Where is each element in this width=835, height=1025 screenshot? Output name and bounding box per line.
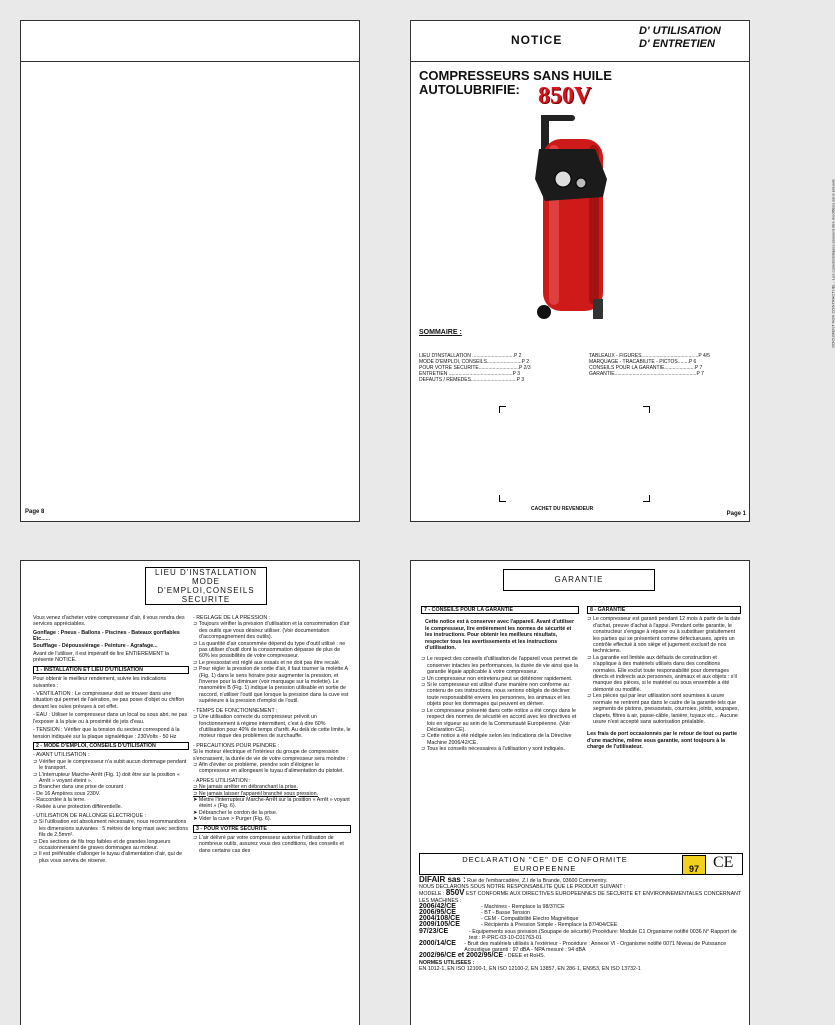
section-text: Cette notice est à conserver avec l'appareil. Avant d'utiliser le compresseur, lire entièrement les normes de sécurité et les instructions. Pour obtenir les meilleurs résultats, respecter tous les avertissements et les instructions d'utilisation.	[425, 619, 575, 652]
list-item-text: Si l'utilisation est absolument nécessaire, nous recommandons les dimensions suivantes : 5 mètres de long maxi avec sections fils de 2,5mm².	[38, 819, 188, 839]
list-item: ⊃ Une utilisation correcte du compresseur prévoit un fonctionnement à régime intermittent, c'est à dire 60% d'utilisation pour 40% de temps d'arrêt. Au delà de cette limite, le moteur risque des problèmes de surchauffe.	[193, 714, 351, 740]
dealer-stamp-label: CACHET DU REVENDEUR	[531, 506, 594, 512]
directive-code: 2006/42/CE	[419, 902, 456, 910]
list-item-text: Mettre l'interrupteur Marche-Arrêt sur la position « Arrêt » voyant éteint » (Fig. 6).	[198, 796, 350, 810]
list-item: ⊃ Les pièces qui par leur utilisation sont soumises à usure normale ne rentrent pas dans le cadre de la garantie tels que segments de pistons, pressostats, courroies, joints, soupapes, clapets, filtres à air, passe-câble, lanière, tuyaux etc... Aucune usure n'est accepté sans autorisation préalable.	[587, 693, 740, 725]
notice-label: NOTICE	[511, 33, 563, 47]
header-bar	[21, 21, 359, 62]
directive-text: - Bruit des matériels utilisés à l'extérieur - Procédure : Annexe VI - Organisme notifié 0071 Niveau de Puissance Acoustique garanti : 97 dBA - NPA mesuré : 94 dBA	[464, 941, 727, 954]
list-item: ➤ Vider la cuve > Purger (Fig. 6).	[193, 816, 272, 823]
model-name: 850V	[538, 83, 592, 109]
list-item-text: Des sections de fils trop faibles et de grandes longueurs occasionneraient de graves dommages au moteur.	[38, 838, 171, 851]
list-item: ⊃ Il est préférable d'allonger le tuyau d'alimentation d'air, qui de plus vous servira de réserve.	[33, 851, 183, 864]
list-item: ⊃ La quantité d'air consommée dépend du type d'outil utilisé : ne pas utiliser d'outil dont la consommation dépasse de plus de 60% les possibilités de votre compresseur.	[193, 640, 346, 660]
company-address: Rue de l'embarcadère, Z.I de la Brande, 03600 Commentry.	[467, 878, 608, 884]
standards-line: EN 1012-1, EN ISO 12100-1, EN ISO 12100-2, EN 13857, EN 286-1, EN953, EN ISO 13732-1	[419, 965, 641, 972]
section-1-heading: 1 - INSTALLATION ET LIEU D'UTILISATION	[33, 666, 189, 674]
page-number: Page 1	[726, 511, 746, 517]
toc-item: MARQUAGE - TRACABILITE - PICTOS........P 6	[589, 359, 697, 365]
toc-right	[589, 353, 710, 377]
list-item-text: Pour régler la pression de sortie d'air, il faut tourner la molette A (Fig. 1) dans le sens horaire pour augmenter la pression, et l'inverse pour la diminuer (voir marquage sur la molette). Le manomètre B (Fig. 1) indique la pression utilisable en sortie de raccord, n'utiliser l'outil que lorsque la pression dans la cuve est supérieure à la pression d'emploi de l'outil.	[198, 666, 349, 705]
list-item-text: Une utilisation correcte du compresseur prévoit un fonctionnement à régime intermittent, c'est à dire 60% d'utilisation pour 40% de temps d'arrêt. Au delà de cette limite, le moteur risque des problèmes de surchauffe.	[198, 714, 351, 740]
list-item: ➤ Mettre l'interrupteur Marche-Arrêt sur la position « Arrêt » voyant éteint » (Fig. 6).	[193, 796, 350, 810]
toc-left	[419, 353, 531, 383]
stamp-corner	[643, 495, 650, 502]
list-item-text: Ne jamais arrêter en débranchant la prise.	[198, 784, 298, 791]
directive-code: 97/23/CE	[419, 927, 449, 935]
toc-item: GARANTIE...........................................................P 7	[589, 371, 704, 377]
list-item-text: Débrancher le cordon de la prise.	[198, 809, 278, 816]
subheading: - AVANT UTILISATION :	[33, 752, 90, 759]
directive-text: - BT - Basse Tension	[481, 910, 530, 917]
directive-code: 2000/14/CE	[419, 940, 456, 948]
page-number: Page 8	[25, 509, 45, 515]
section-3-heading: 3 - POUR VOTRE SECURITE	[193, 825, 351, 833]
declaration-title-line2: EUROPEENNE	[513, 864, 577, 873]
notice-subtitle	[639, 25, 721, 51]
list-item-text: La quantité d'air consommée dépend du type d'outil utilisé : ne pas utiliser d'outil dont la consommation dépasse de plus de 60% les possibilités de votre compresseur.	[198, 640, 346, 660]
notice-subtitle-line1: D' UTILISATION	[639, 25, 721, 37]
product-title-line1: COMPRESSEURS SANS HUILE	[419, 68, 612, 83]
product-title-line2: AUTOLUBRIFIE:	[419, 82, 520, 97]
directive-text: - Récipients à Pression Simple - Remplace la 87/404/CEE	[481, 922, 618, 929]
list-item: ⊃ Ne jamais arrêter en débranchant la prise.	[193, 784, 298, 791]
intro-text: Avant de l'utiliser, il est impératif de lire ENTIEREMENT la présente NOTICE.	[33, 651, 169, 664]
list-item: - Reliée à une protection différentielle.	[33, 803, 123, 810]
list-item-text: L'interrupteur Marche-Arrêt (Fig. 1) doit être sur la position « Arrêt » voyant éteint ».	[38, 771, 180, 784]
list-item-text: Tous les conseils nécessaires à l'utilisation y sont indiqués.	[426, 746, 566, 753]
list-item-text: La garantie est limitée aux défauts de construction et s'applique à des matériels utilisés dans des conditions normales. Elle exclut toute responsabilité pour dommages directs et indirects aux personnes, animaux et aux objets : s'il manque des pièces, si le matériel ou sous ensemble a été démonté ou modifié.	[592, 654, 737, 693]
list-item: ⊃ Le compresseur présenté dans cette notice a été conçu dans le respect des normes de sécurité en accord avec les directives et lois en vigueur au sein de la Communauté Européenne. (Voir Déclaration CE).	[421, 707, 577, 733]
page-8	[20, 20, 360, 522]
section-7-heading: 7 - CONSEILS POUR LA GARANTIE	[421, 606, 579, 614]
list-item: ⊃ Le pressostat est réglé aux essais et ne doit pas être recalé.	[193, 659, 341, 666]
stamp-corner	[499, 495, 506, 502]
subheading: - REGLAGE DE LA PRESSION :	[193, 615, 271, 621]
page-title-line2: MODE D'EMPLOI,CONSEILS	[157, 577, 255, 595]
list-item: ⊃ Pour régler la pression de sortie d'air, il faut tourner la molette A (Fig. 1) dans le sens horaire pour augmenter la pression, et l'inverse pour la diminuer (voir marquage sur la molette). Le manomètre B (Fig. 1) indique la pression utilisable en sortie de raccord, n'utiliser l'outil que lorsque la pression dans la cuve est supérieure à la pression d'emploi de l'outil.	[193, 666, 349, 705]
model-line	[419, 890, 745, 903]
list-item: ⊃ Le respect des conseils d'utilisation de l'appareil vous permet de conserver intactes les performances, la durée de vie ainsi que la garantie légale applicable à votre compresseur.	[421, 656, 579, 676]
ce-mark: CE	[713, 854, 734, 871]
list-item-text: Le pressostat est réglé aux essais et ne doit pas être recalé.	[198, 659, 341, 666]
subheading: - PRECAUTIONS POUR PEINDRE :	[193, 742, 280, 749]
list-item-text: Il est préférable d'allonger le tuyau d'alimentation d'air, qui de plus vous servira de réserve.	[38, 851, 183, 864]
list-item: ⊃ Un compresseur non entretenu peut se détériorer rapidement.	[421, 675, 573, 682]
list-item: ⊃ Afin d'éviter ce problème, prendre soin d'éloigner le compresseur en allongeant le tuyau d'alimentation du pistolet.	[193, 761, 344, 775]
left-column	[33, 615, 189, 864]
shipping-note: Les frais de port occasionnés par le retour de tout ou partie d'une machine, même sous garantie, sont toujours à la charge de l'utilisateur.	[587, 731, 738, 751]
subheading: - UTILISATION DE RALLONGE ELECTRIQUE :	[33, 812, 146, 819]
summary-heading: SOMMAIRE :	[419, 329, 462, 336]
list-item-text: Vérifier que le compresseur n'a subit aucun dommage pendant le transport.	[38, 758, 187, 772]
page-3-warranty	[410, 560, 750, 1025]
stamp-corner	[499, 406, 506, 413]
list-item-text: Cette notice a été rédigée selon les indications de la Directive Machine 2006/42/CE.	[426, 733, 572, 746]
list-item-text: L'air délivré par votre compresseur autorise l'utilisation de nombreux outils, assurez vous des conditions, des conseils et dans certains cas des	[198, 835, 344, 854]
list-item-text: Un compresseur non entretenu peut se détériorer rapidement.	[426, 675, 573, 682]
list-item: ⊃ Si le compresseur est utilisé d'une manière non conforme au contenu de ces instructions, nous serions obligés de décliner toute responsabilité envers les personnes, les animaux et les objets pour les dommages qui peuvent en dériver.	[421, 682, 571, 708]
list-item: ⊃ L'air délivré par votre compresseur autorise l'utilisation de nombreux outils, assurez vous des conditions, des conseils et dans certains cas des	[193, 835, 344, 854]
stamp-corner	[643, 406, 650, 413]
left-column	[421, 606, 579, 753]
declaration-title	[430, 855, 660, 873]
list-item: ⊃ Si l'utilisation est absolument nécessaire, nous recommandons les dimensions suivantes : 5 mètres de long maxi avec sections fils de 2,5mm².	[33, 819, 188, 839]
tension-text: - TENSION : Vérifier que la tension du secteur correspond à la tension indiquée sur la plaque signalétique : 230Volts - 50 Hz	[33, 727, 180, 740]
list-item-text: Afin d'éviter ce problème, prendre soin d'éloigner le compresseur en allongeant le tuyau d'alimentation du pistolet.	[198, 761, 344, 775]
declaration-title-line1: DECLARATION "CE" DE CONFORMITE	[462, 855, 628, 864]
list-item: - De 16 Ampères sous 230V.	[33, 790, 101, 797]
list-item: ⊃ Des sections de fils trop faibles et de grandes longueurs occasionneraient de graves dommages au moteur.	[33, 838, 171, 851]
water-text: - EAU : Utiliser le compresseur dans un local ou sous abri, ne pas l'exposer à la pluie ou à proximité de jets d'eau.	[33, 712, 188, 725]
header-bar	[411, 21, 749, 62]
list-item-text: Brancher dans une prise de courant :	[38, 784, 127, 791]
list-item: ⊃ L'interrupteur Marche-Arrêt (Fig. 1) doit être sur la position « Arrêt » voyant éteint ».	[33, 771, 180, 784]
toc-item: ENTRETIEN ..............................................P 3	[419, 371, 521, 377]
uses-line: Gonflage : Pneus - Ballons - Piscines - Bateaux gonflables Etc......	[33, 629, 180, 643]
model-label: MODELE :	[419, 891, 445, 898]
company-line	[419, 877, 745, 884]
page-title-line1: LIEU D'INSTALLATION	[154, 568, 258, 577]
section-8-heading: 8 - GARANTIE	[587, 606, 741, 614]
declaration-details	[419, 877, 745, 972]
section-2-heading: 2 - MODE D'EMPLOI, CONSEILS D'UTILISATION	[33, 742, 189, 750]
directive-code: 2006/95/CE	[419, 909, 456, 917]
subheading: - TEMPS DE FONCTIONNEMENT :	[193, 707, 278, 714]
list-item-text: Le compresseur est garanti pendant 12 mois à partir de la date d'achat, preuve d'achat à l'appui. Pendant cette garantie, le constructeur s'engage à réparer ou à substituer gratuitement les parties qui se présentent comme défectueuses, après un contrôle effectué à son siège et jugement exclusif de nos techniciens.	[592, 616, 741, 655]
list-item: ⊃ Ne jamais laisser l'appareil branché sous pression.	[193, 790, 318, 797]
list-item: ⊃ La garantie est limitée aux défauts de construction et s'applique à des matériels utilisés dans des conditions normales. Elle exclut toute responsabilité pour dommages directs et indirects aux personnes, animaux et aux objets : s'il manque des pièces, si le matériel ou sous ensemble a été démonté ou modifié.	[587, 654, 737, 693]
list-item: ⊃ Le compresseur est garanti pendant 12 mois à partir de la date d'achat, preuve d'achat à l'appui. Pendant cette garantie, le constructeur s'engage à réparer ou à substituer gratuitement les parties qui se présentent comme défectueuses, après un contrôle effectué à son siège et jugement exclusif de nos techniciens.	[587, 616, 741, 655]
list-item-text: Ne jamais laisser l'appareil branché sous pression.	[198, 790, 318, 797]
directive-text: - DEEE et RoHS.	[504, 953, 546, 960]
toc-item: LIEU D'INSTALLATION ..............................P 2	[419, 353, 522, 359]
notice-subtitle-line2: D' ENTRETIEN	[639, 38, 715, 50]
toc-item: MODE D'EMPLOI, CONSEILS.........................P 2	[419, 359, 530, 365]
list-item-text: Le respect des conseils d'utilisation de l'appareil vous permet de conserver intactes les performances, la durée de vie ainsi que la garantie légale applicable à votre compresseur.	[426, 656, 579, 676]
list-item: ⊃ Cette notice a été rédigée selon les indications de la Directive Machine 2006/42/CE.	[421, 733, 572, 746]
list-item: ⊃ Tous les conseils nécessaires à l'utilisation y sont indiqués.	[421, 746, 566, 753]
section-text: Pour obtenir le meilleur rendement, suivre les indications suivantes :	[33, 676, 167, 689]
uses-line: Soufflage - Dépoussiérage - Peinture - Agrafage...	[33, 642, 158, 649]
toc-item: DEFAUTS / REMEDES.................................P 3	[419, 377, 525, 383]
list-item: ⊃ Vérifier que le compresseur n'a subit aucun dommage pendant le transport.	[33, 758, 187, 772]
subheading: - APRES UTILISATION :	[193, 777, 251, 784]
compressor-image	[523, 109, 619, 325]
model-value: 850V	[445, 888, 465, 898]
intro-text: Vous venez d'acheter votre compresseur d'air, il vous rendra des services appréciables.	[33, 615, 185, 628]
list-item-text: Si le compresseur est utilisé d'une manière non conforme au contenu de ces instructions, nous serions obligés de décliner toute responsabilité envers les personnes, les animaux et les objets pour les dommages qui peuvent en dériver.	[426, 682, 571, 708]
page-title-box	[145, 567, 267, 605]
noise-level-badge: 97	[682, 855, 706, 875]
list-item: ➤ Débrancher le cordon de la prise.	[193, 809, 278, 816]
list-item: ⊃ Toujours vérifier la pression d'utilisation et la consommation d'air des outils que vous désirez utiliser. (Voir documentation d'accompagnement des outils).	[193, 621, 350, 641]
directive-text: - Machines - Remplace la 98/37/CE	[481, 903, 565, 910]
page-title-line3: SECURITE	[181, 595, 231, 604]
directive-code: 2002/96/CE et 2002/95/CE	[419, 952, 504, 960]
ventilation-text: - VENTILATION : Le compresseur doit se trouver dans une situation qui permet de l'aération, ne pas poser d'objet ou chiffon devant les ouïes prévues à cet effet.	[33, 691, 185, 710]
list-item: ⊃ Brancher dans une prise de courant :	[33, 784, 127, 791]
directive-code: 2009/105/CE	[419, 921, 460, 929]
list-item-text: Le compresseur présenté dans cette notice a été conçu dans le respect des normes de sécurité en accord avec les directives et lois en vigueur au sein de la Communauté Européenne. (Voir Déclaration CE).	[426, 707, 577, 733]
list-item-text: Toujours vérifier la pression d'utilisation et la consommation d'air des outils que vous désirez utiliser. (Voir documentation d'accompagnement des outils).	[198, 621, 350, 641]
toc-item: POUR VOTRE SECURITE.............................P 2/3	[419, 365, 531, 371]
model-conformity: EST CONFORME AUX DIRECTIVES EUROPEENNES DE SECURITE ET ENVIRONNEMENTALES CONCERNANT LES MACHINES :	[419, 891, 742, 904]
ce-declaration-box	[419, 853, 743, 875]
toc-item: TABLEAUX - FIGURES.........................................P 4/5	[589, 353, 710, 359]
directive-code: 2004/108/CE	[419, 915, 460, 923]
list-item: - Raccordée à la terre.	[33, 797, 86, 804]
directive-row	[419, 929, 745, 941]
directive-text: - Equipements sous pression.(Soupape de sécurité) Procédure: Module C1 Organisme notifié 0036 N° Rapport de test : P-PRC-03-10-C01763-01	[469, 928, 737, 941]
directive-text: - CEM - Compatibilité Electro Magnétique	[481, 916, 579, 923]
responsibility-line: NOUS DECLARONS SOUS NOTRE RESPONSABILITE QUE LE PRODUIT SUIVANT :	[419, 884, 626, 891]
list-item-text: Les pièces qui par leur utilisation sont soumises à usure normale ne rentrent pas dans le cadre de la garantie tels que segments de pistons, pressostats, courroies, joints, soupapes, clapets, filtres à air, passe-câble, lanière, tuyaux etc... Aucune usure n'est accepté sans autorisation préalable.	[592, 693, 740, 725]
company-name: DIFAIR sas :	[419, 875, 466, 884]
page-2	[20, 560, 360, 1025]
side-notice: DOCUMENT NON CONTRACTUEL - Les caractéristiques peuvent être modifiées sans préavis	[830, 179, 835, 348]
list-item-text: Vider la cuve > Purger (Fig. 6).	[198, 816, 272, 823]
right-column	[587, 606, 741, 753]
page-1-cover	[410, 20, 835, 522]
right-column	[193, 615, 351, 854]
page-title-box: GARANTIE	[503, 569, 655, 591]
toc-item: CONSEILS POUR LA GARANTIE......................P 7	[589, 365, 703, 371]
section-text: Si le moteur électrique et l'intérieur du groupe de compression s'encrassent, la durée de vie de votre compresseur sera moindre :	[193, 749, 349, 762]
standards-heading: NORMES UTILISEES :	[419, 959, 475, 966]
